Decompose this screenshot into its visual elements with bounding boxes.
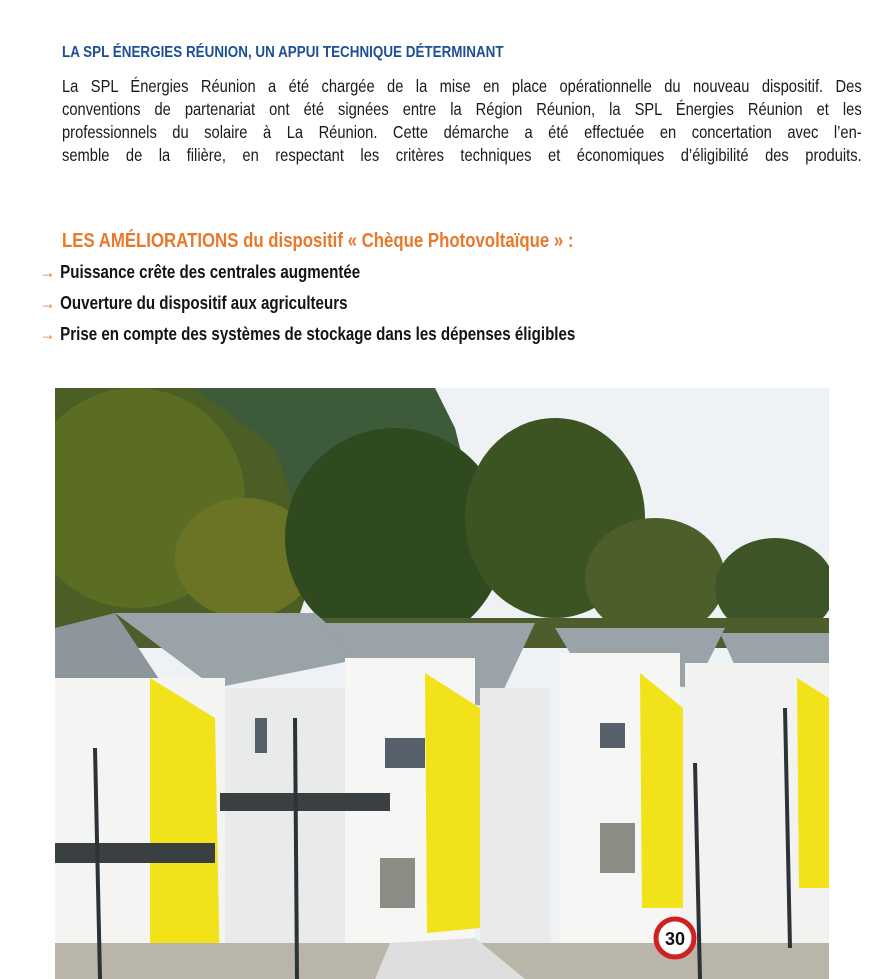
- list-item-text: Ouverture du dispositif aux agriculteurs: [60, 293, 348, 313]
- photo-illustration: [55, 388, 829, 979]
- speed-limit-value: 30: [664, 929, 686, 949]
- arrow-right-icon: →: [40, 324, 56, 344]
- list-item-text: Prise en compte des systèmes de stockage dans les dépenses éligibles: [60, 324, 576, 344]
- paragraph-line: semble de la filière, en respectant les critères techniques et économiques d’éligibilité des produits.: [62, 145, 862, 165]
- paragraph-line: conventions de partenariat ont été signées entre la Région Réunion, la SPL Énergies Réunion et les: [62, 99, 862, 119]
- list-item: [40, 324, 575, 345]
- paragraph-line: La SPL Énergies Réunion a été chargée de la mise en place opérationnelle du nouveau dispositif. Des: [62, 76, 862, 96]
- arrow-right-icon: →: [40, 262, 56, 282]
- arrow-right-icon: →: [40, 293, 56, 313]
- list-item-text: Puissance crête des centrales augmentée: [60, 262, 361, 282]
- list-item: [40, 293, 348, 314]
- section-title: LA SPL ÉNERGIES RÉUNION, UN APPUI TECHNIQUE DÉTERMINANT: [62, 44, 504, 61]
- housing-photo: [55, 388, 829, 979]
- paragraph-line: professionnels du solaire à La Réunion. Cette démarche a été effectuée en concertation avec l’en-: [62, 122, 862, 142]
- improvements-title: LES AMÉLIORATIONS du dispositif « Chèque Photovoltaïque » :: [62, 230, 574, 252]
- list-item: [40, 262, 360, 283]
